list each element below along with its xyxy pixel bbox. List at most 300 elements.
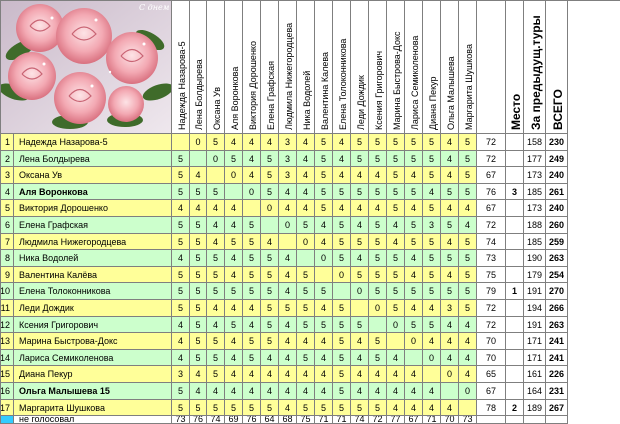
- score-cell: 5: [369, 400, 387, 417]
- score-cell: 4: [172, 317, 190, 334]
- not-voted-count: 70: [441, 416, 459, 424]
- total-cell: 240: [546, 200, 568, 217]
- prev-rounds-cell: 161: [524, 366, 546, 383]
- score-cell: 5: [172, 151, 190, 168]
- score-cell: 4: [459, 366, 477, 383]
- score-cell: 4: [261, 350, 279, 367]
- score-cell: 5: [387, 300, 405, 317]
- prev-rounds-cell: 188: [524, 217, 546, 234]
- total-cell: 226: [546, 366, 568, 383]
- score-cell: 4: [387, 400, 405, 417]
- score-cell: 4: [441, 350, 459, 367]
- score-cell: 4: [441, 317, 459, 334]
- score-cell: 4: [351, 366, 369, 383]
- score-cell: 4: [315, 217, 333, 234]
- score-cell: 5: [441, 283, 459, 300]
- participant-name: Ника Водолей: [14, 250, 172, 267]
- round-sum: 67: [477, 200, 506, 217]
- score-cell: 5: [315, 283, 333, 300]
- rose-photo: [0, 0, 172, 134]
- score-cell: 5: [190, 283, 207, 300]
- score-cell: 4: [369, 167, 387, 184]
- round-sum: 72: [477, 151, 506, 168]
- score-cell: 0: [405, 333, 423, 350]
- score-cell: 5: [387, 200, 405, 217]
- total-cell: 241: [546, 333, 568, 350]
- not-voted-count: 75: [297, 416, 315, 424]
- participant-name: Надежда Назарова-5: [14, 134, 172, 151]
- score-cell: 4: [225, 350, 243, 367]
- voter-column-header: [297, 0, 315, 134]
- not-voted-count: 71: [423, 416, 441, 424]
- score-cell: 5: [333, 333, 351, 350]
- score-cell: 4: [315, 234, 333, 251]
- score-cell: 5: [261, 250, 279, 267]
- voter-column-header-label: Ольга Малышева: [445, 56, 456, 130]
- score-cell: 4: [190, 200, 207, 217]
- total-column-header-label: ВСЕГО: [550, 89, 565, 130]
- score-cell: 4: [190, 383, 207, 400]
- score-cell: 4: [405, 300, 423, 317]
- score-cell: 5: [297, 300, 315, 317]
- prev-rounds-cell: 190: [524, 250, 546, 267]
- self-score-cell: [207, 167, 225, 184]
- participant-name: Елена Графская: [14, 217, 172, 234]
- score-cell: 5: [459, 250, 477, 267]
- score-cell: 4: [315, 300, 333, 317]
- score-cell: 4: [405, 267, 423, 284]
- score-cell: 5: [387, 267, 405, 284]
- voter-column-header-label: Елена Графская: [265, 60, 276, 130]
- row-number: 16: [0, 383, 14, 400]
- round-sum: 78: [477, 400, 506, 417]
- score-cell: 5: [261, 283, 279, 300]
- score-cell: 5: [441, 217, 459, 234]
- score-cell: 5: [459, 300, 477, 317]
- score-cell: 5: [297, 350, 315, 367]
- row-number: 7: [0, 234, 14, 251]
- score-cell: 5: [225, 317, 243, 334]
- score-cell: 4: [225, 383, 243, 400]
- score-cell: 4: [405, 383, 423, 400]
- score-cell: 5: [315, 184, 333, 201]
- self-score-cell: [261, 217, 279, 234]
- score-cell: 3: [441, 300, 459, 317]
- score-cell: 4: [225, 333, 243, 350]
- photo-caption: С днем: [139, 3, 170, 12]
- total-cell: 261: [546, 184, 568, 201]
- total-cell: 270: [546, 283, 568, 300]
- voter-column-header: [279, 0, 297, 134]
- voter-column-header-label: Валентина Калева: [319, 51, 330, 130]
- score-cell: 0: [369, 300, 387, 317]
- score-cell: 4: [243, 300, 261, 317]
- score-cell: 5: [333, 217, 351, 234]
- score-cell: 5: [387, 151, 405, 168]
- score-cell: 4: [351, 217, 369, 234]
- score-cell: 4: [441, 134, 459, 151]
- score-cell: 5: [225, 400, 243, 417]
- score-cell: 4: [423, 333, 441, 350]
- score-cell: 4: [351, 200, 369, 217]
- score-cell: 0: [279, 217, 297, 234]
- self-score-cell: [279, 234, 297, 251]
- voter-column-header-label: Аля Воронкова: [229, 66, 240, 130]
- score-cell: 5: [261, 300, 279, 317]
- score-cell: 4: [315, 366, 333, 383]
- self-score-cell: [387, 333, 405, 350]
- score-cell: 5: [315, 400, 333, 417]
- row-number: 10: [0, 283, 14, 300]
- score-cell: 5: [441, 250, 459, 267]
- place-cell: [506, 383, 524, 400]
- score-cell: 5: [351, 267, 369, 284]
- participant-name: Лариса Семиколенова: [14, 350, 172, 367]
- score-cell: 5: [369, 151, 387, 168]
- score-cell: 5: [459, 234, 477, 251]
- score-cell: 5: [423, 200, 441, 217]
- score-cell: 0: [441, 366, 459, 383]
- footer-empty-cell: [506, 416, 524, 424]
- place-cell: [506, 234, 524, 251]
- total-cell: 263: [546, 317, 568, 334]
- score-cell: 4: [243, 383, 261, 400]
- score-cell: 4: [225, 267, 243, 284]
- score-cell: 5: [459, 184, 477, 201]
- score-cell: 4: [243, 366, 261, 383]
- voter-column-header-label: Елена Толоконникова: [337, 38, 348, 130]
- voter-column-header: [423, 0, 441, 134]
- footer-label: не голосовал: [14, 416, 172, 424]
- score-cell: 5: [207, 333, 225, 350]
- score-cell: 5: [423, 250, 441, 267]
- voter-column-header: [369, 0, 387, 134]
- score-cell: 5: [297, 400, 315, 417]
- score-cell: 5: [243, 283, 261, 300]
- total-cell: 260: [546, 217, 568, 234]
- row-number: 12: [0, 317, 14, 334]
- score-cell: 5: [261, 267, 279, 284]
- score-cell: 5: [207, 184, 225, 201]
- score-cell: 4: [351, 250, 369, 267]
- score-cell: 5: [190, 234, 207, 251]
- self-score-cell: [441, 383, 459, 400]
- score-cell: 5: [423, 267, 441, 284]
- participant-name: Маргарита Шушкова: [14, 400, 172, 417]
- place-cell: 2: [506, 400, 524, 417]
- score-cell: 3: [279, 167, 297, 184]
- score-cell: 5: [172, 217, 190, 234]
- score-cell: 5: [351, 400, 369, 417]
- score-cell: 4: [459, 350, 477, 367]
- score-cell: 4: [279, 383, 297, 400]
- prev-rounds-cell: 179: [524, 267, 546, 284]
- prev-rounds-cell: 191: [524, 317, 546, 334]
- score-cell: 5: [172, 383, 190, 400]
- prev-rounds-cell: 173: [524, 200, 546, 217]
- prev-rounds-column-header: [524, 0, 546, 134]
- score-cell: 5: [315, 167, 333, 184]
- score-cell: 4: [441, 400, 459, 417]
- score-cell: 4: [225, 200, 243, 217]
- participant-name: Аля Воронкова: [14, 184, 172, 201]
- score-cell: 4: [207, 317, 225, 334]
- score-cell: 4: [225, 217, 243, 234]
- score-cell: 4: [423, 300, 441, 317]
- score-cell: 5: [369, 134, 387, 151]
- score-cell: 4: [387, 366, 405, 383]
- score-cell: 4: [207, 300, 225, 317]
- score-cell: 4: [279, 250, 297, 267]
- score-cell: 5: [369, 283, 387, 300]
- score-cell: 5: [351, 151, 369, 168]
- score-cell: 4: [369, 366, 387, 383]
- self-score-cell: [315, 267, 333, 284]
- score-cell: 5: [459, 267, 477, 284]
- place-cell: 1: [506, 283, 524, 300]
- self-score-cell: [351, 300, 369, 317]
- self-score-cell: [190, 151, 207, 168]
- row-number: 3: [0, 167, 14, 184]
- score-cell: 5: [207, 366, 225, 383]
- round-sum: 67: [477, 383, 506, 400]
- score-cell: 5: [207, 134, 225, 151]
- participant-name: Марина Быстрова-Докс: [14, 333, 172, 350]
- score-cell: 5: [225, 283, 243, 300]
- score-cell: 4: [279, 317, 297, 334]
- score-cell: 4: [333, 167, 351, 184]
- score-cell: 4: [261, 366, 279, 383]
- score-cell: 5: [243, 250, 261, 267]
- score-cell: 5: [243, 350, 261, 367]
- score-cell: 4: [261, 383, 279, 400]
- score-cell: 5: [190, 267, 207, 284]
- score-cell: 4: [243, 134, 261, 151]
- score-cell: 5: [387, 134, 405, 151]
- score-cell: 4: [225, 134, 243, 151]
- score-cell: 4: [405, 250, 423, 267]
- row-number: 6: [0, 217, 14, 234]
- score-cell: 5: [405, 283, 423, 300]
- score-cell: 4: [297, 383, 315, 400]
- round-sum: 65: [477, 366, 506, 383]
- score-cell: 5: [172, 283, 190, 300]
- row-number: 9: [0, 267, 14, 284]
- place-cell: [506, 250, 524, 267]
- not-voted-count: 71: [315, 416, 333, 424]
- participant-name: Елена Толоконникова: [14, 283, 172, 300]
- score-cell: 5: [369, 333, 387, 350]
- score-cell: 3: [279, 151, 297, 168]
- total-column-header: [546, 0, 568, 134]
- voter-column-header-label: Ника Водолей: [301, 70, 312, 130]
- score-cell: 5: [351, 234, 369, 251]
- score-cell: 4: [225, 366, 243, 383]
- score-cell: 3: [172, 366, 190, 383]
- score-cell: 5: [207, 250, 225, 267]
- score-cell: 5: [423, 134, 441, 151]
- voter-column-header: [172, 0, 190, 134]
- round-sum: 70: [477, 333, 506, 350]
- score-cell: 4: [441, 234, 459, 251]
- self-score-cell: [459, 400, 477, 417]
- score-cell: 5: [369, 267, 387, 284]
- score-cell: 5: [261, 333, 279, 350]
- score-cell: 0: [423, 350, 441, 367]
- score-cell: 4: [297, 184, 315, 201]
- score-cell: 5: [225, 234, 243, 251]
- prev-rounds-cell: 164: [524, 383, 546, 400]
- roses-image-icon: [0, 0, 172, 134]
- score-cell: 4: [405, 366, 423, 383]
- self-score-cell: [225, 184, 243, 201]
- voter-column-header-label: Диана Пекур: [427, 76, 438, 130]
- score-cell: 5: [459, 283, 477, 300]
- score-cell: 5: [172, 267, 190, 284]
- score-cell: 4: [441, 167, 459, 184]
- score-cell: 5: [315, 200, 333, 217]
- score-cell: 5: [261, 167, 279, 184]
- not-voted-count: 67: [405, 416, 423, 424]
- score-cell: 5: [405, 134, 423, 151]
- score-cell: 5: [333, 317, 351, 334]
- round-sum: 76: [477, 184, 506, 201]
- round-sum: 72: [477, 217, 506, 234]
- score-cell: 5: [333, 250, 351, 267]
- not-voted-count: 74: [351, 416, 369, 424]
- voter-column-header: [459, 0, 477, 134]
- score-cell: 4: [261, 234, 279, 251]
- score-cell: 4: [351, 383, 369, 400]
- not-voted-count: 77: [387, 416, 405, 424]
- score-cell: 4: [261, 134, 279, 151]
- score-cell: 4: [172, 250, 190, 267]
- score-cell: 4: [315, 383, 333, 400]
- row-number: 2: [0, 151, 14, 168]
- self-score-cell: [369, 317, 387, 334]
- score-cell: 5: [261, 151, 279, 168]
- score-cell: 5: [279, 300, 297, 317]
- voter-column-header-label: Ксения Григорович: [373, 50, 384, 130]
- score-cell: 5: [387, 184, 405, 201]
- score-cell: 5: [423, 234, 441, 251]
- score-cell: 5: [333, 300, 351, 317]
- participant-name: Виктория Дорошенко: [14, 200, 172, 217]
- score-cell: 5: [243, 400, 261, 417]
- self-score-cell: [243, 200, 261, 217]
- voter-column-header: [243, 0, 261, 134]
- score-cell: 5: [190, 217, 207, 234]
- score-cell: 4: [297, 200, 315, 217]
- score-cell: 5: [190, 317, 207, 334]
- score-cell: 5: [225, 151, 243, 168]
- total-cell: 231: [546, 383, 568, 400]
- score-cell: 5: [190, 250, 207, 267]
- score-cell: 4: [387, 383, 405, 400]
- score-cell: 4: [369, 383, 387, 400]
- prev-rounds-cell: 171: [524, 350, 546, 367]
- score-cell: 3: [279, 134, 297, 151]
- score-cell: 0: [243, 184, 261, 201]
- score-cell: 4: [279, 200, 297, 217]
- score-cell: 4: [351, 350, 369, 367]
- score-cell: 5: [333, 234, 351, 251]
- place-column-header: [506, 0, 524, 134]
- voter-column-header-label: Марина Быстрова-Докс: [391, 31, 402, 130]
- score-cell: 5: [423, 151, 441, 168]
- total-cell: 263: [546, 250, 568, 267]
- self-score-cell: [297, 250, 315, 267]
- score-cell: 4: [441, 200, 459, 217]
- score-cell: 5: [351, 184, 369, 201]
- score-cell: 4: [279, 184, 297, 201]
- score-cell: 3: [423, 217, 441, 234]
- total-cell: 249: [546, 151, 568, 168]
- score-cell: 4: [279, 267, 297, 284]
- score-cell: 4: [279, 350, 297, 367]
- voter-column-header: [261, 0, 279, 134]
- score-cell: 5: [207, 283, 225, 300]
- participant-name: Ксения Григорович: [14, 317, 172, 334]
- place-cell: [506, 134, 524, 151]
- score-cell: 4: [172, 350, 190, 367]
- round-sum: 75: [477, 267, 506, 284]
- score-cell: 5: [333, 366, 351, 383]
- place-cell: [506, 350, 524, 367]
- place-column-header-label: Место: [508, 93, 523, 130]
- score-cell: 4: [387, 234, 405, 251]
- prev-rounds-cell: 177: [524, 151, 546, 168]
- score-cell: 5: [243, 333, 261, 350]
- score-cell: 5: [351, 134, 369, 151]
- score-cell: 4: [459, 333, 477, 350]
- score-cell: 5: [423, 167, 441, 184]
- round-sum: 72: [477, 317, 506, 334]
- footer-empty-cell: [546, 416, 568, 424]
- score-cell: 5: [369, 184, 387, 201]
- not-voted-count: 64: [261, 416, 279, 424]
- voter-column-header: [387, 0, 405, 134]
- score-cell: 4: [279, 366, 297, 383]
- score-cell: 5: [423, 283, 441, 300]
- score-cell: 4: [387, 350, 405, 367]
- participant-name: Леди Дождик: [14, 300, 172, 317]
- prev-rounds-cell: 191: [524, 283, 546, 300]
- participant-name: Лена Болдырева: [14, 151, 172, 168]
- prev-rounds-column-header-label: За предыдущ.туры: [528, 15, 543, 130]
- score-cell: 5: [369, 250, 387, 267]
- participant-name: Диана Пекур: [14, 366, 172, 383]
- score-cell: 4: [297, 366, 315, 383]
- voter-column-header: [190, 0, 207, 134]
- voter-column-header-label: Оксана Ув: [211, 86, 222, 130]
- not-voted-count: 69: [225, 416, 243, 424]
- score-cell: 5: [190, 300, 207, 317]
- score-cell: 5: [297, 283, 315, 300]
- round-sum: 73: [477, 250, 506, 267]
- score-cell: 4: [279, 333, 297, 350]
- score-cell: 0: [315, 250, 333, 267]
- score-cell: 5: [369, 217, 387, 234]
- score-cell: 5: [333, 184, 351, 201]
- score-cell: 5: [405, 317, 423, 334]
- score-cell: 0: [351, 283, 369, 300]
- score-cell: 5: [387, 250, 405, 267]
- not-voted-count: 76: [243, 416, 261, 424]
- voter-column-header-label: Лена Болдырева: [194, 59, 204, 130]
- score-cell: 0: [190, 134, 207, 151]
- not-voted-count: 72: [369, 416, 387, 424]
